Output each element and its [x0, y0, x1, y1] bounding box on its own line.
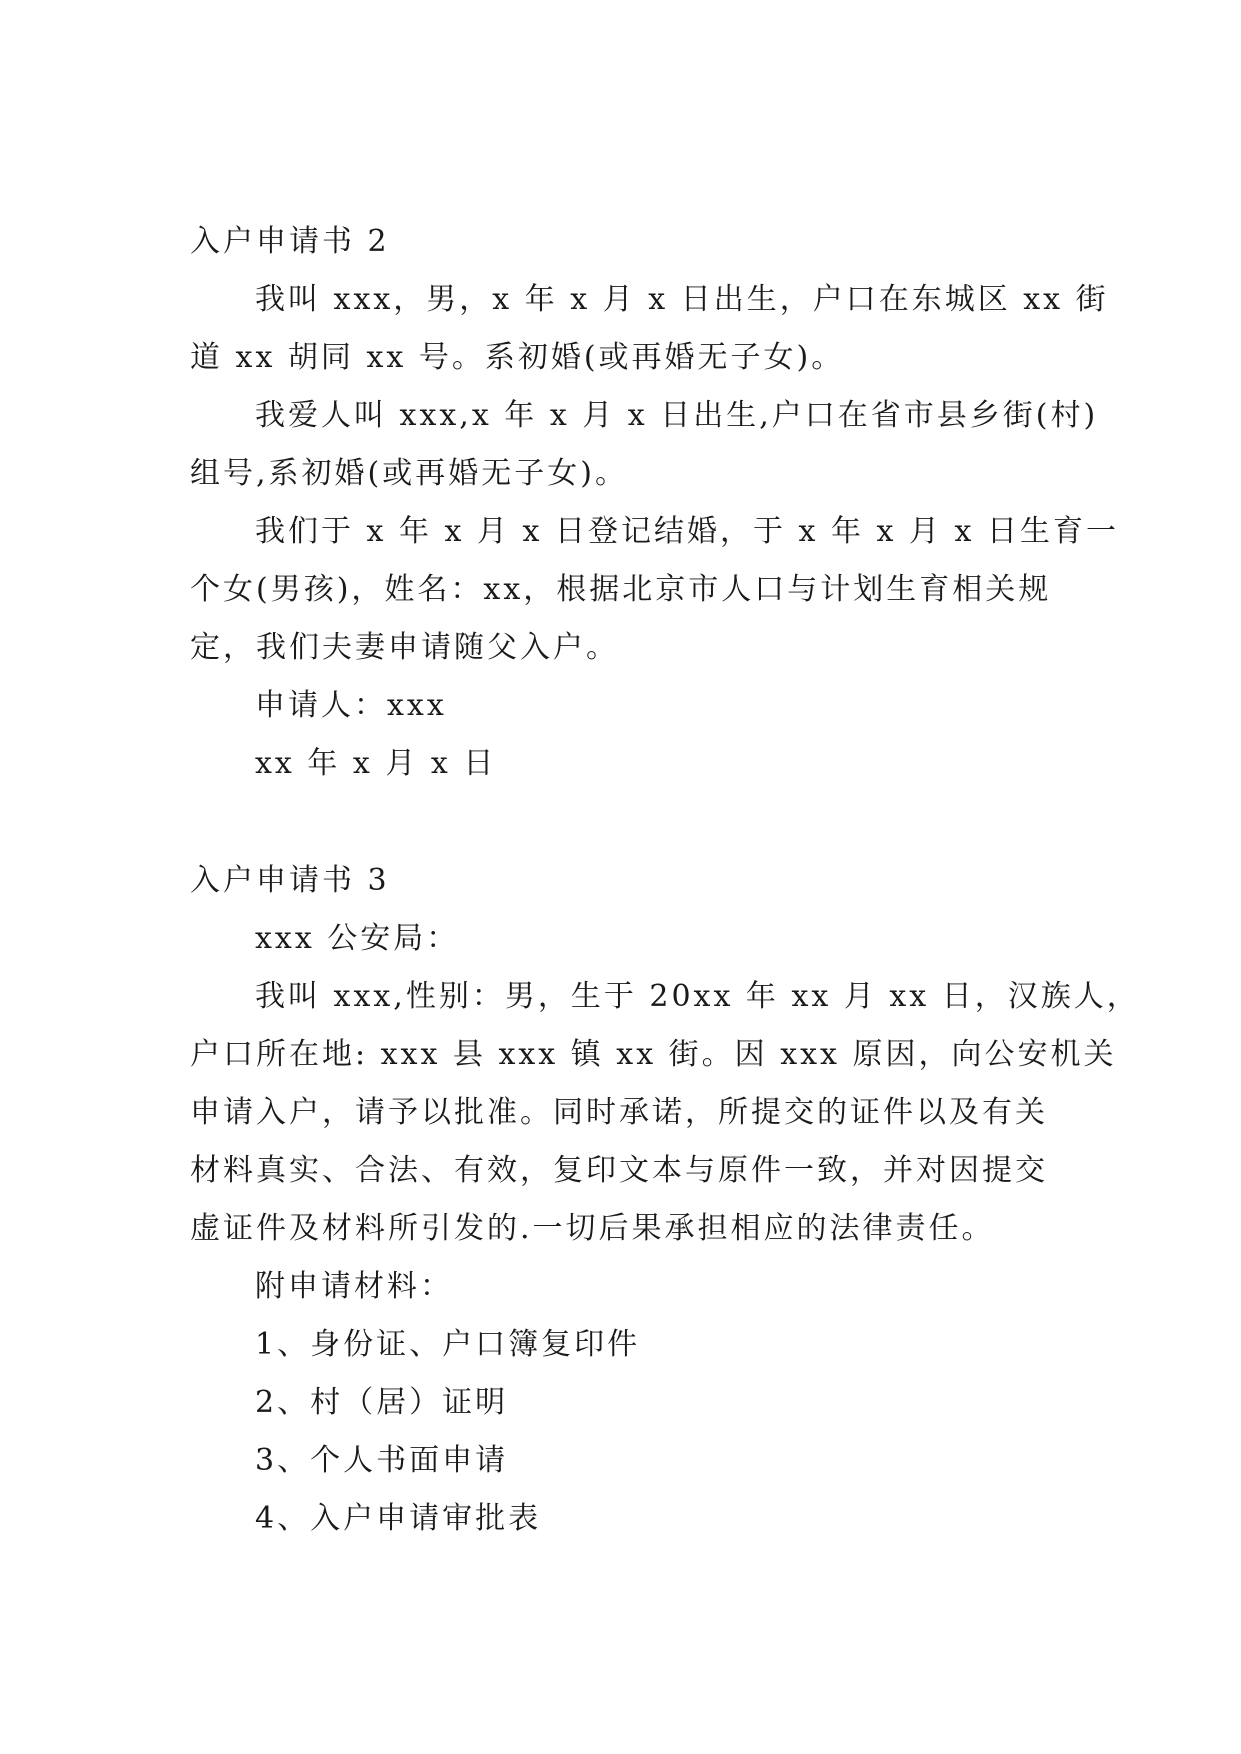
- paragraph-line: 组号,系初婚(或再婚无子女)。: [190, 456, 628, 491]
- section-2-heading: 入户申请书 2: [190, 224, 390, 259]
- paragraph-line: 虚证件及材料所引发的.一切后果承担相应的法律责任。: [190, 1211, 995, 1246]
- paragraph-line: 我们于 x 年 x 月 x 日登记结婚，于 x 年 x 月 x 日生育一: [255, 514, 1119, 549]
- section-3-heading: 入户申请书 3: [190, 863, 390, 898]
- paragraph-line: 我叫 xxx,性别：男，生于 20xx 年 xx 月 xx 日，汉族人，: [255, 979, 1140, 1014]
- paragraph-line: 道 xx 胡同 xx 号。系初婚(或再婚无子女)。: [190, 340, 845, 375]
- attachment-item: 1、身份证、户口簿复印件: [255, 1327, 641, 1362]
- attachments-label: 附申请材料：: [255, 1269, 453, 1304]
- paragraph-line: 申请入户，请予以批准。同时承诺，所提交的证件以及有关: [190, 1095, 1048, 1130]
- paragraph-line: 定，我们夫妻申请随父入户。: [190, 630, 619, 665]
- salutation-line: xxx 公安局：: [255, 921, 460, 956]
- attachment-item: 4、入户申请审批表: [255, 1501, 542, 1536]
- paragraph-line: 户口所在地: xxx 县 xxx 镇 xx 街。因 xxx 原因，向公安机关: [190, 1037, 1117, 1072]
- attachment-item: 3、个人书面申请: [255, 1443, 509, 1478]
- paragraph-line: 个女(男孩)，姓名：xx，根据北京市人口与计划生育相关规: [190, 572, 1052, 607]
- date-line: xx 年 x 月 x 日: [255, 746, 497, 781]
- paragraph-line: 我叫 xxx，男，x 年 x 月 x 日出生，户口在东城区 xx 街: [255, 282, 1109, 317]
- applicant-line: 申请人：xxx: [255, 688, 447, 723]
- attachment-item: 2、村（居）证明: [255, 1385, 509, 1420]
- paragraph-line: 材料真实、合法、有效，复印文本与原件一致，并对因提交: [190, 1153, 1048, 1188]
- paragraph-line: 我爱人叫 xxx,x 年 x 月 x 日出生,户口在省市县乡街(村): [255, 398, 1099, 433]
